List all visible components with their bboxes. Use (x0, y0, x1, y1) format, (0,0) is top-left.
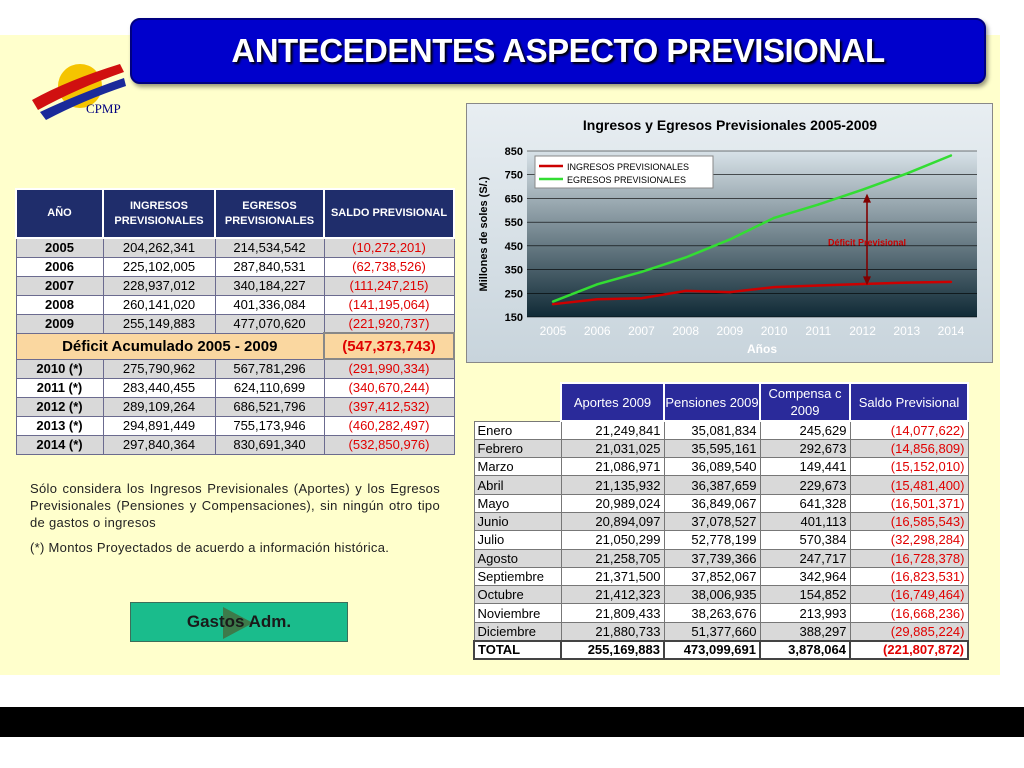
aportes-cell: 21,086,971 (561, 458, 664, 476)
month-cell: Noviembre (474, 604, 561, 622)
col-header-blank (474, 383, 561, 421)
month-cell: Julio (474, 531, 561, 549)
table-row (474, 494, 968, 512)
saldo-cell: (340,670,244) (324, 378, 454, 397)
data-point (640, 297, 642, 299)
saldo-cell: (111,247,215) (324, 276, 454, 295)
ingresos-cell: 289,109,264 (103, 397, 215, 416)
x-axis-label: Años (747, 342, 777, 356)
compensac-cell: 247,717 (760, 549, 850, 567)
aportes-cell: 21,809,433 (561, 604, 664, 622)
pensiones-cell: 37,852,067 (664, 567, 760, 585)
monthly-2009-table (473, 382, 969, 660)
x-tick-label: 2008 (672, 324, 700, 338)
table-row (474, 604, 968, 622)
year-cell: 2012 (*) (16, 397, 103, 416)
aportes-cell: 21,050,299 (561, 531, 664, 549)
y-tick-label: 650 (504, 193, 523, 206)
month-cell: Abril (474, 476, 561, 494)
table-row (16, 295, 454, 314)
total-saldo-cell: (221,807,872) (850, 641, 968, 659)
col-header-saldo: SALDO PREVISIONAL (324, 189, 454, 238)
egresos-cell: 624,110,699 (215, 378, 324, 397)
saldo-cell: (16,823,531) (850, 567, 968, 585)
table-row (16, 238, 454, 257)
logo-text: CPMP (86, 101, 121, 116)
saldo-cell: (62,738,526) (324, 257, 454, 276)
data-point (950, 281, 952, 283)
saldo-cell: (15,481,400) (850, 476, 968, 494)
saldo-cell: (460,282,497) (324, 416, 454, 435)
y-tick-label: 450 (504, 240, 523, 253)
page-title: ANTECEDENTES ASPECTO PREVISIONAL (231, 32, 885, 69)
y-tick-label: 150 (504, 312, 523, 324)
ingresos-cell: 225,102,005 (103, 257, 215, 276)
gastos-adm-label: Gastos Adm. (186, 612, 292, 631)
ingresos-cell: 260,141,020 (103, 295, 215, 314)
projected-rows (16, 359, 454, 454)
table-header-row (474, 383, 968, 421)
y-tick-label: 850 (504, 146, 523, 158)
col-header-compensac: Compensa c 2009 (760, 383, 850, 421)
pensiones-cell: 38,006,935 (664, 586, 760, 604)
egresos-cell: 755,173,946 (215, 416, 324, 435)
saldo-cell: (15,152,010) (850, 458, 968, 476)
table-row (474, 421, 968, 439)
data-point (552, 303, 554, 305)
compensac-cell: 245,629 (760, 421, 850, 439)
data-point (684, 256, 686, 258)
y-tick-label: 750 (504, 169, 523, 182)
total-compensac-cell: 3,878,064 (760, 641, 850, 659)
ingresos-cell: 297,840,364 (103, 435, 215, 454)
table-row (474, 458, 968, 476)
data-point (552, 300, 554, 302)
egresos-cell: 830,691,340 (215, 435, 324, 454)
data-point (640, 271, 642, 273)
aportes-cell: 21,249,841 (561, 421, 664, 439)
y-axis-label: Millones de soles (S/.) (478, 176, 490, 292)
compensac-cell: 292,673 (760, 439, 850, 457)
title-banner (130, 18, 986, 84)
chart-title: Ingresos y Egresos Previsionales 2005-2009 (582, 117, 878, 133)
pensiones-cell: 52,778,199 (664, 531, 760, 549)
data-point (906, 172, 908, 174)
deficit-label: Déficit Acumulado 2005 - 2009 (16, 333, 324, 359)
note-scope: Sólo considera los Ingresos Previsionales (Aportes) y los Egresos Previsionales (Pensiones y Compensaciones), sin ningún otro tipo de gastos o ingresos (30, 481, 440, 530)
pensiones-cell: 51,377,660 (664, 622, 760, 640)
table-row (474, 476, 968, 494)
egresos-cell: 686,521,796 (215, 397, 324, 416)
x-tick-label: 2005 (539, 324, 567, 338)
saldo-cell: (10,272,201) (324, 238, 454, 257)
col-header-egresos: EGRESOS PREVISIONALES (215, 189, 324, 238)
egresos-cell: 477,070,620 (215, 314, 324, 333)
data-point (596, 298, 598, 300)
ingresos-cell: 255,149,883 (103, 314, 215, 333)
line-chart (467, 104, 994, 364)
bottom-bar (0, 707, 1024, 737)
table-row (16, 416, 454, 435)
aportes-cell: 21,135,932 (561, 476, 664, 494)
month-cell: Agosto (474, 549, 561, 567)
year-cell: 2013 (*) (16, 416, 103, 435)
egresos-cell: 214,534,542 (215, 238, 324, 257)
compensac-cell: 342,964 (760, 567, 850, 585)
pensiones-cell: 37,739,366 (664, 549, 760, 567)
table-row (16, 359, 454, 378)
saldo-cell: (14,856,809) (850, 439, 968, 457)
deficit-value: (547,373,743) (324, 333, 454, 359)
compensac-cell: 149,441 (760, 458, 850, 476)
col-header-year: AÑO (16, 189, 103, 238)
year-cell: 2005 (16, 238, 103, 257)
aportes-cell: 21,031,025 (561, 439, 664, 457)
data-point (861, 283, 863, 285)
table-row (16, 397, 454, 416)
saldo-cell: (141,195,064) (324, 295, 454, 314)
data-point (817, 203, 819, 205)
compensac-cell: 154,852 (760, 586, 850, 604)
aportes-cell: 21,412,323 (561, 586, 664, 604)
aportes-cell: 20,989,024 (561, 494, 664, 512)
y-tick-label: 250 (504, 288, 523, 301)
month-cell: Febrero (474, 439, 561, 457)
compensac-cell: 229,673 (760, 476, 850, 494)
total-pensiones-cell: 473,099,691 (664, 641, 760, 659)
y-tick-label: 350 (504, 264, 523, 277)
legend-label: INGRESOS PREVISIONALES (567, 162, 690, 172)
egresos-cell: 401,336,084 (215, 295, 324, 314)
table-row (474, 622, 968, 640)
ingresos-cell: 204,262,341 (103, 238, 215, 257)
saldo-cell: (16,585,543) (850, 512, 968, 530)
saldo-cell: (397,412,532) (324, 397, 454, 416)
total-row (474, 641, 968, 659)
aportes-cell: 21,258,705 (561, 549, 664, 567)
col-header-ingresos: INGRESOS PREVISIONALES (103, 189, 215, 238)
table-row (474, 586, 968, 604)
data-point (861, 188, 863, 190)
compensac-cell: 213,993 (760, 604, 850, 622)
total-month-cell: TOTAL (474, 641, 561, 659)
month-cell: Octubre (474, 586, 561, 604)
pensiones-cell: 36,387,659 (664, 476, 760, 494)
year-cell: 2009 (16, 314, 103, 333)
saldo-cell: (16,728,378) (850, 549, 968, 567)
gastos-adm-button[interactable] (130, 602, 348, 642)
compensac-cell: 388,297 (760, 622, 850, 640)
saldo-cell: (16,501,371) (850, 494, 968, 512)
year-cell: 2006 (16, 257, 103, 276)
ingresos-cell: 294,891,449 (103, 416, 215, 435)
pensiones-cell: 36,089,540 (664, 458, 760, 476)
data-point (729, 291, 731, 293)
deficit-annotation: Déficit Previsional (827, 237, 907, 248)
pensiones-cell: 36,849,067 (664, 494, 760, 512)
year-cell: 2011 (*) (16, 378, 103, 397)
month-cell: Diciembre (474, 622, 561, 640)
table-row (16, 257, 454, 276)
table-header-row (16, 189, 454, 238)
col-header-aportes: Aportes 2009 (561, 383, 664, 421)
note-projection: (*) Montos Proyectados de acuerdo a información histórica. (30, 540, 390, 555)
year-cell: 2008 (16, 295, 103, 314)
table-row (16, 314, 454, 333)
month-cell: Septiembre (474, 567, 561, 585)
egresos-cell: 340,184,227 (215, 276, 324, 295)
ingresos-cell: 275,790,962 (103, 359, 215, 378)
egresos-cell: 567,781,296 (215, 359, 324, 378)
x-tick-label: 2007 (628, 324, 655, 338)
saldo-cell: (532,850,976) (324, 435, 454, 454)
table-row (474, 567, 968, 585)
data-point (729, 238, 731, 240)
month-cell: Mayo (474, 494, 561, 512)
month-cell: Marzo (474, 458, 561, 476)
saldo-cell: (29,885,224) (850, 622, 968, 640)
table-row (474, 439, 968, 457)
pensiones-cell: 37,078,527 (664, 512, 760, 530)
total-aportes-cell: 255,169,883 (561, 641, 664, 659)
saldo-cell: (32,298,284) (850, 531, 968, 549)
data-point (906, 281, 908, 283)
table-row (474, 531, 968, 549)
saldo-cell: (16,668,236) (850, 604, 968, 622)
data-point (773, 286, 775, 288)
table-row (474, 549, 968, 567)
month-cell: Junio (474, 512, 561, 530)
data-point (817, 284, 819, 286)
saldo-cell: (221,920,737) (324, 314, 454, 333)
annual-summary-table (15, 188, 455, 455)
x-tick-label: 2009 (716, 324, 744, 338)
col-header-pensiones: Pensiones 2009 (664, 383, 760, 421)
aportes-cell: 21,371,500 (561, 567, 664, 585)
compensac-cell: 641,328 (760, 494, 850, 512)
table-row (16, 378, 454, 397)
saldo-cell: (14,077,622) (850, 421, 968, 439)
compensac-cell: 570,384 (760, 531, 850, 549)
saldo-cell: (291,990,334) (324, 359, 454, 378)
year-cell: 2007 (16, 276, 103, 295)
data-point (950, 154, 952, 156)
aportes-cell: 21,880,733 (561, 622, 664, 640)
x-tick-label: 2014 (937, 324, 965, 338)
aportes-cell: 20,894,097 (561, 512, 664, 530)
table-row (16, 435, 454, 454)
chart-container (466, 103, 993, 363)
table-row (16, 276, 454, 295)
pensiones-cell: 35,595,161 (664, 439, 760, 457)
x-tick-label: 2011 (805, 324, 832, 338)
pensiones-cell: 35,081,834 (664, 421, 760, 439)
egresos-cell: 287,840,531 (215, 257, 324, 276)
saldo-cell: (16,749,464) (850, 586, 968, 604)
ingresos-cell: 228,937,012 (103, 276, 215, 295)
deficit-row (16, 333, 454, 359)
data-point (773, 217, 775, 219)
legend-label: EGRESOS PREVISIONALES (567, 175, 687, 185)
ingresos-cell: 283,440,455 (103, 378, 215, 397)
year-cell: 2010 (*) (16, 359, 103, 378)
historic-rows (16, 238, 454, 333)
x-tick-label: 2012 (849, 324, 876, 338)
data-point (684, 290, 686, 292)
monthly-rows (474, 421, 968, 659)
compensac-cell: 401,113 (760, 512, 850, 530)
col-header-saldo: Saldo Previsional (850, 383, 968, 421)
deficit-section (16, 333, 454, 359)
x-tick-label: 2006 (583, 324, 611, 338)
y-tick-label: 550 (504, 217, 523, 230)
year-cell: 2014 (*) (16, 435, 103, 454)
table-row (474, 512, 968, 530)
pensiones-cell: 38,263,676 (664, 604, 760, 622)
x-tick-label: 2013 (893, 324, 921, 338)
data-point (596, 283, 598, 285)
x-tick-label: 2010 (760, 324, 788, 338)
month-cell: Enero (474, 421, 561, 439)
